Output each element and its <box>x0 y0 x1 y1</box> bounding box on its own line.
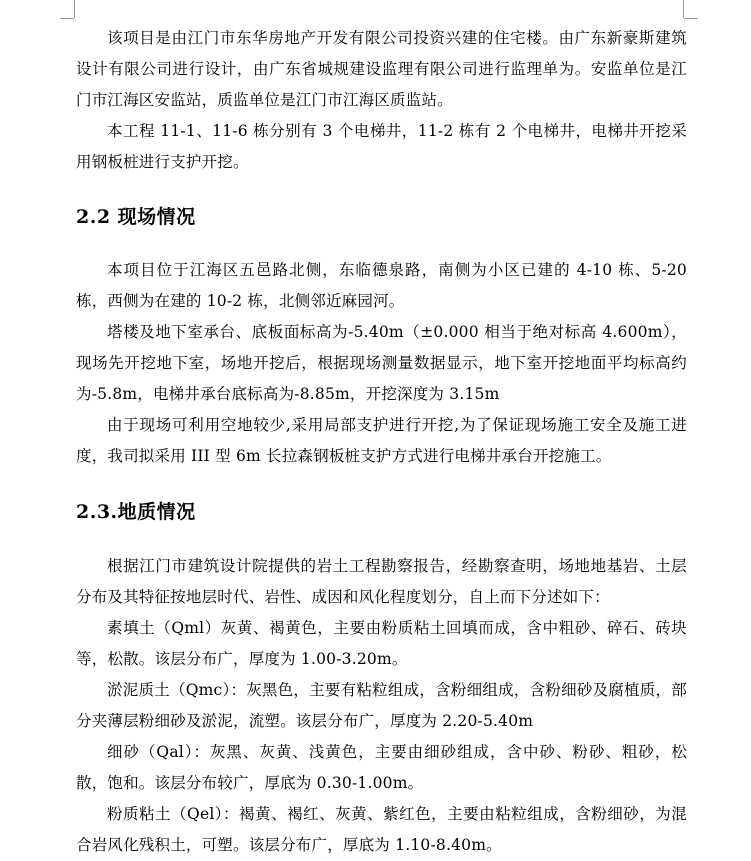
site-paragraph-2: 塔楼及地下室承台、底板面标高为-5.40m（±0.000 相当于绝对标高 4.600m）， 现场先开挖地下室，场地开挖后，根据现场测量数据显示，地下室开挖地面平均标高约为-5.8m，电梯井承台底标高为-8.85m，开挖深度为 3.15m <box>76 323 687 403</box>
page-corner-mark-left <box>74 0 75 18</box>
intro-paragraph-2: 本工程 11-1、11-6 栋分别有 3 个电梯井，11-2 栋有 2 个电梯井，电梯井开挖采用钢板桩进行支护开挖。 <box>76 122 687 171</box>
section-geology <box>76 551 687 861</box>
site-paragraph-1: 本项目位于江海区五邑路北侧，东临德泉路，南侧为小区已建的 4-10 栋、5-20 栋，西侧为在建的 10-2 栋，北侧邻近麻园河。 <box>76 261 687 310</box>
geology-paragraph-2: 素填土（Qml）灰黄、褐黄色，主要由粉质粘土回填而成，含中粗砂、碎石、砖块等，松散。该层分布广，厚度为 1.00-3.20m。 <box>76 619 687 668</box>
intro-paragraph-1: 该项目是由江门市东华房地产开发有限公司投资兴建的住宅楼。由广东新豪斯建筑设计有限公司进行设计，由广东省城规建设监理有限公司进行监理单为。安监单位是江门市江海区安监站，质监单位是江门市江海区质监站。 <box>76 29 687 109</box>
section-site <box>76 255 687 472</box>
section-heading-geology: 2.3.地质情况 <box>76 501 196 523</box>
document-body <box>76 23 687 861</box>
page-corner-mark-left-h <box>60 18 74 19</box>
geology-paragraph-4: 细砂（Qal）：灰黑、灰黄、浅黄色，主要由细砂组成，含中砂、粉砂、粗砂，松散，饱和。该层分布较广，厚底为 0.30-1.00m。 <box>76 743 687 792</box>
section-heading-site: 2.2 现场情况 <box>76 206 196 228</box>
geology-paragraph-3: 淤泥质土（Qmc）：灰黑色，主要有粘粒组成，含粉细组成，含粉细砂及腐植质，部分夹薄层粉细砂及淤泥，流塑。该层分布广，厚度为 2.20-5.40m <box>76 681 687 730</box>
page-corner-mark-right <box>683 0 684 18</box>
site-paragraph-3: 由于现场可利用空地较少,采用局部支护进行开挖,为了保证现场施工安全及施工进度，我司拟采用 III 型 6m 长拉森钢板桩支护方式进行电梯井承台开挖施工。 <box>76 416 687 465</box>
section-intro <box>76 23 687 178</box>
page-corner-mark-right-h <box>684 18 698 19</box>
geology-paragraph-1: 根据江门市建筑设计院提供的岩土工程勘察报告，经勘察查明，场地地基岩、土层分布及其特征按地层时代、岩性、成因和风化程度划分，自上而下分述如下： <box>76 557 687 606</box>
geology-paragraph-5: 粉质粘土（Qel）：褐黄、褐红、灰黄、紫红色，主要由粘粒组成，含粉细砂，为混合岩风化残积土，可塑。该层分布广，厚底为 1.10-8.40m。 <box>76 805 687 854</box>
